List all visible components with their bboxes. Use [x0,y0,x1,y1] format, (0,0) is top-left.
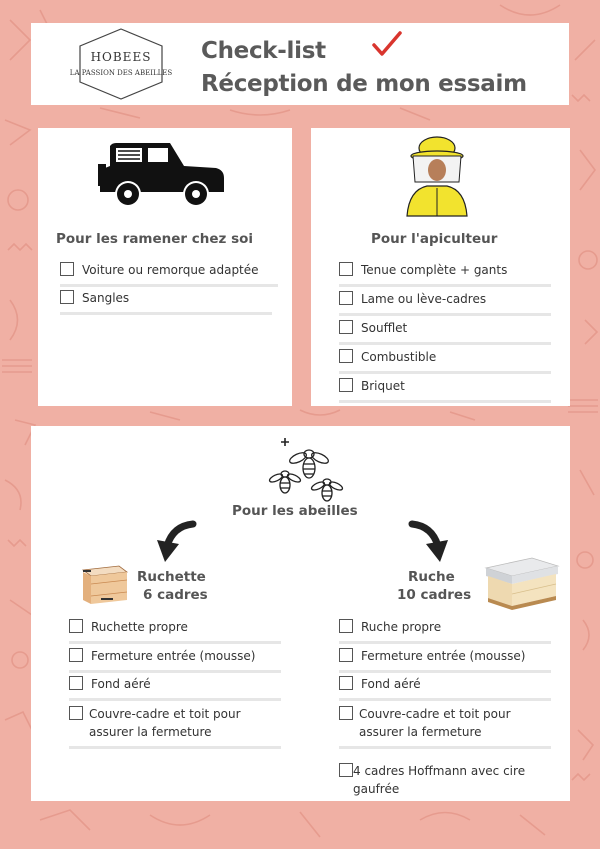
arrow-down-left-icon [153,516,203,566]
check-mark-icon [371,30,403,58]
checkbox[interactable] [339,262,353,276]
divider [60,284,278,287]
nuc-item-0[interactable] [69,618,281,644]
divider [69,746,281,749]
item-label: Fond aéré [91,677,151,691]
divider [339,641,551,644]
item-label: 4 cadres Hoffmann avec cire gaufrée [353,764,526,796]
item-label: Fermeture entrée (mousse) [361,649,526,663]
divider [69,698,281,701]
item-label: Combustible [361,350,437,364]
nuc-box-icon [79,562,131,612]
divider [339,746,551,749]
item-label: Ruchette propre [91,620,188,634]
hive-item-3[interactable] [339,705,551,749]
checkbox[interactable] [60,290,74,304]
hive-item-1[interactable] [339,647,551,673]
divider [69,641,281,644]
checkbox[interactable] [339,320,353,334]
nuc-item-1[interactable] [69,647,281,673]
beekeeper-item-4[interactable] [339,377,551,403]
divider [339,371,551,374]
checkbox[interactable] [69,676,83,690]
checkbox[interactable] [339,676,353,690]
item-label: Fermeture entrée (mousse) [91,649,256,663]
checkbox[interactable] [69,648,83,662]
brand-logo [69,27,173,101]
item-label: Couvre-cadre et toit pour assurer la fermeture [89,707,241,739]
checkbox[interactable] [339,619,353,633]
transport-panel [38,128,292,406]
hive-item-0[interactable] [339,618,551,644]
item-label: Couvre-cadre et toit pour assurer la fermeture [359,707,511,739]
jeep-icon [98,140,228,210]
checkbox[interactable] [339,291,353,305]
beekeeper-heading: Pour l'apiculteur [371,231,498,247]
checkbox[interactable] [69,706,83,720]
checkbox[interactable] [339,648,353,662]
hive-item-2[interactable] [339,675,551,701]
item-label: Ruche propre [361,620,442,634]
checkbox[interactable] [339,706,353,720]
bees-icon [267,434,347,506]
divider [339,698,551,701]
divider [339,342,551,345]
page-title: Check-list [201,38,326,64]
hive-item-4[interactable] [339,762,551,806]
checkbox[interactable] [339,763,353,777]
beekeeper-icon [403,134,473,224]
divider [339,284,551,287]
checkbox[interactable] [69,619,83,633]
transport-heading: Pour les ramener chez soi [56,231,254,247]
hexagon-icon [69,27,173,101]
divider [339,400,551,403]
item-label: Tenue complète + gants [361,263,508,277]
brand-tagline: LA PASSION DES ABEILLES [69,69,173,77]
beekeeper-item-2[interactable] [339,319,551,345]
item-label: Briquet [361,379,405,393]
arrow-down-right-icon [404,516,454,566]
nuc-title-line2: 6 cadres [143,587,208,603]
beekeeper-item-3[interactable] [339,348,551,374]
hive-title-line1: Ruche [408,569,455,585]
transport-item-0[interactable] [60,261,278,287]
item-label: Voiture ou remorque adaptée [82,263,259,277]
item-label: Lame ou lève-cadres [361,292,487,306]
item-label: Fond aéré [361,677,421,691]
checkbox[interactable] [339,349,353,363]
hive-title-line2: 10 cadres [397,587,472,603]
header-panel [31,23,569,105]
divider [339,670,551,673]
nuc-item-3[interactable] [69,705,281,749]
hive-box-icon [482,554,562,614]
nuc-item-2[interactable] [69,675,281,701]
checkbox[interactable] [339,378,353,392]
divider [339,313,551,316]
bees-heading: Pour les abeilles [232,503,358,519]
bees-panel [31,426,570,801]
beekeeper-panel [311,128,570,406]
page-subtitle: Réception de mon essaim [201,71,527,97]
checkbox[interactable] [60,262,74,276]
item-label: Soufflet [361,321,408,335]
beekeeper-item-0[interactable] [339,261,551,287]
brand-name: HOBEES [90,50,152,64]
transport-item-1[interactable] [60,289,272,315]
divider [60,312,272,315]
beekeeper-item-1[interactable] [339,290,551,316]
item-label: Sangles [82,291,130,305]
nuc-title-line1: Ruchette [137,569,206,585]
divider [69,670,281,673]
